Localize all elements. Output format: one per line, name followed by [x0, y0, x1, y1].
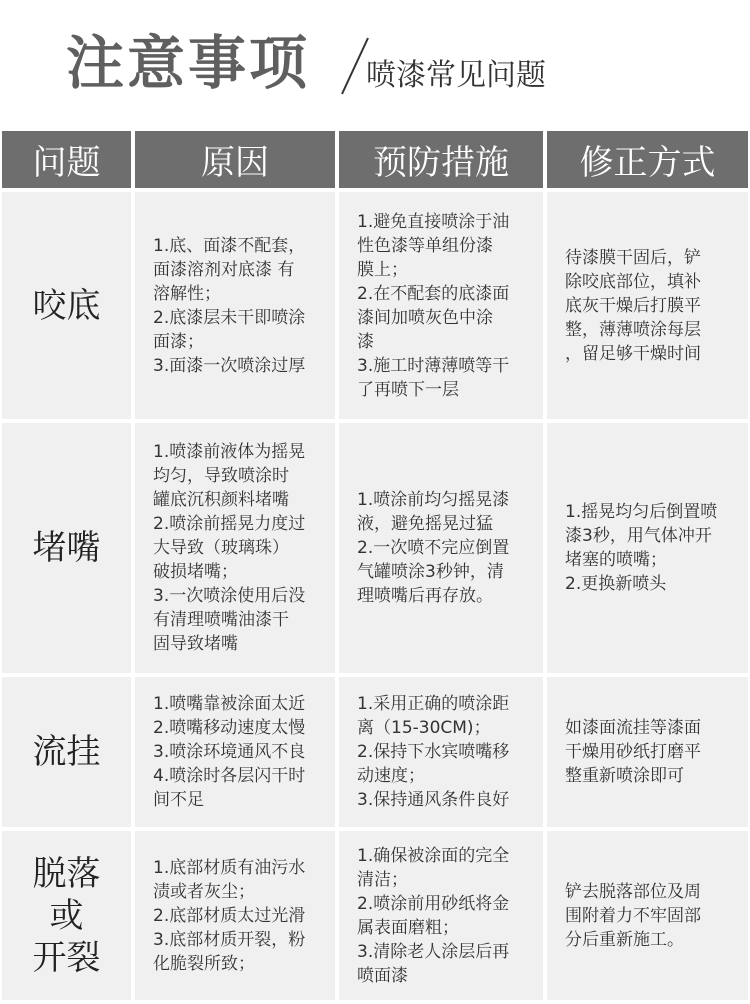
issue-name: 脱落 或 开裂 — [32, 853, 101, 978]
prevention-cell — [339, 831, 547, 1000]
prevention-text: 1.采用正确的喷涂距 离（15-30CM)； 2.保持下水宾喷嘴移 动速度； 3.保持通风条件良好 — [357, 694, 510, 810]
page-subtitle: 喷漆常见问题 — [366, 58, 546, 93]
column-header-cause: 原因 — [135, 131, 339, 188]
issue-name-cell — [2, 831, 135, 1000]
column-header-fix: 修正方式 — [547, 131, 748, 188]
prevention-text: 1.确保被涂面的完全 清洁； 2.喷涂前用砂纸将金 属表面磨粗； 3.清除老人涂层后再 喷面漆 — [357, 845, 510, 986]
prevention-cell — [339, 423, 547, 673]
cause-text: 1.喷漆前液体为摇晃 均匀，导致喷涂时 罐底沉积颜料堵嘴 2.喷涂前摇晃力度过 大导致（玻璃珠） 破损堵嘴； 3.一次喷涂使用后没 有清理喷嘴油漆干 固导致堵嘴 — [153, 442, 306, 654]
issue-name: 咬底 — [32, 285, 101, 326]
fix-cell — [547, 192, 748, 419]
page-title: 注意事项 — [66, 29, 311, 97]
cause-text: 1.底、面漆不配套， 面漆溶剂对底漆 有 溶解性； 2.底漆层未干即喷涂 面漆； 3.面漆一次喷涂过厚 — [153, 235, 306, 376]
table-row — [2, 188, 748, 419]
column-header-prevention: 预防措施 — [339, 131, 547, 188]
column-header-issue: 问题 — [2, 131, 135, 188]
table-header-row — [2, 131, 748, 188]
cause-text: 1.喷嘴靠被涂面太近 2.喷嘴移动速度太慢 3.喷涂环境通风不良 4.喷涂时各层闪干时 间不足 — [153, 694, 306, 810]
fix-text: 待漆膜干固后，铲 除咬底部位，填补 底灰干燥后打膜平 整，薄薄喷涂每层 ，留足够干燥时间 — [565, 247, 701, 364]
issue-name-cell — [2, 677, 135, 827]
fix-cell — [547, 677, 748, 827]
fix-cell — [547, 831, 748, 1000]
prevention-cell — [339, 192, 547, 419]
cause-cell — [135, 423, 339, 673]
cause-cell — [135, 677, 339, 827]
fix-text: 1.摇晃均匀后倒置喷 漆3秒，用气体冲开 堵塞的喷嘴； 2.更换新喷头 — [565, 502, 718, 594]
issue-name-cell — [2, 192, 135, 419]
fix-text: 如漆面流挂等漆面 干燥用砂纸打磨平 整重新喷涂即可 — [565, 718, 701, 786]
cause-cell — [135, 192, 339, 419]
issue-name: 堵嘴 — [32, 528, 101, 568]
page-header — [0, 0, 750, 128]
fix-cell — [547, 423, 748, 673]
table-row — [2, 827, 748, 1000]
table-row — [2, 419, 748, 673]
issues-table — [2, 131, 748, 1000]
cause-cell — [135, 831, 339, 1000]
prevention-text: 1.喷涂前均匀摇晃漆 液，避免摇晃过猛 2.一次喷不完应倒置 气罐喷涂3秒钟，清 理喷嘴后再存放。 — [357, 490, 510, 606]
table-row — [2, 673, 748, 827]
cause-text: 1.底部材质有油污水 渍或者灰尘； 2.底部材质太过光滑 3.底部材质开裂，粉 化脆裂所致； — [153, 857, 306, 974]
prevention-cell — [339, 677, 547, 827]
issue-name-cell — [2, 423, 135, 673]
fix-text: 铲去脱落部位及周 围附着力不牢固部 分后重新施工。 — [565, 881, 701, 950]
issue-name: 流挂 — [32, 732, 101, 772]
prevention-text: 1.避免直接喷涂于油 性色漆等单组份漆 膜上； 2.在不配套的底漆面 漆间加喷灰色中涂 漆 3.施工时薄薄喷等干 了再喷下一层 — [357, 211, 510, 400]
